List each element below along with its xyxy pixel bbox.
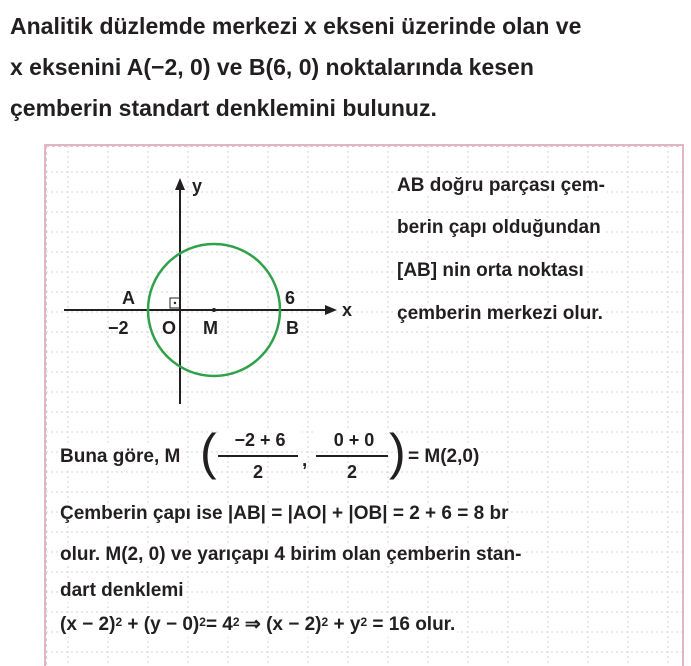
question-line: çemberin standart denklemini bulunuz.	[10, 95, 437, 121]
x-axis-label: x	[342, 300, 353, 320]
circle-equation	[58, 614, 457, 637]
midpoint-result: = M(2,0)	[408, 446, 480, 467]
exponent: 2	[199, 615, 206, 629]
eq-part: + (y − 0)	[127, 614, 200, 635]
question-line: Analitik düzlemde merkezi x ekseni üzerinde olan ve	[10, 13, 582, 39]
eq-part: (x − 2)	[266, 614, 322, 635]
implies-arrow: ⇒	[244, 614, 261, 635]
exponent: 2	[360, 615, 368, 629]
point-b-label: B	[286, 318, 299, 338]
fraction-2-numerator: 0 + 0	[316, 430, 392, 451]
x-axis-arrow	[325, 305, 337, 315]
eq-part: + y	[333, 614, 361, 635]
fraction-1-numerator: −2 + 6	[218, 430, 302, 451]
comma: ,	[302, 450, 308, 471]
explanation-line: berin çapı olduğundan	[397, 217, 601, 238]
y-axis-arrow	[175, 178, 185, 190]
origin-label: O	[162, 318, 177, 338]
close-paren: )	[389, 424, 406, 480]
exponent: 2	[115, 615, 123, 629]
fraction-2-denominator: 2	[346, 462, 357, 482]
midpoint-prefix: Buna göre, M	[60, 446, 181, 467]
center-m-label: M	[203, 318, 218, 338]
exponent: 2	[321, 615, 329, 629]
fraction-2-bar	[316, 455, 388, 457]
eq-part: = 4	[205, 614, 233, 635]
open-paren: (	[200, 424, 217, 480]
y-axis-label: y	[192, 176, 203, 196]
exponent: 2	[232, 615, 240, 629]
tick-6-label: 6	[285, 288, 296, 308]
fraction-1-denominator: 2	[252, 462, 263, 482]
solution-line: olur. M(2, 0) ve yarıçapı 4 birim olan çemberin stan-	[60, 544, 522, 565]
solution-box	[44, 144, 684, 666]
eq-part: (x − 2)	[60, 614, 116, 635]
explanation-line: AB doğru parçası çem-	[397, 175, 605, 196]
question-line: x eksenini A(−2, 0) ve B(6, 0) noktalarında kesen	[10, 54, 534, 80]
center-point	[212, 308, 216, 312]
fraction-1-bar	[218, 455, 298, 457]
point-a-label: A	[122, 288, 135, 308]
tick-neg2-label: −2	[108, 318, 129, 338]
right-angle-dot	[174, 302, 176, 304]
eq-part: = 16 olur.	[372, 614, 456, 635]
explanation-line: çemberin merkezi olur.	[397, 303, 603, 324]
solution-line: Çemberin çapı ise |AB| = |AO| + |OB| = 2 + 6 = 8 br	[60, 503, 509, 524]
solution-line: dart denklemi	[60, 580, 184, 601]
question-text	[10, 6, 685, 129]
coordinate-figure	[46, 146, 406, 416]
explanation-line: [AB] nin orta noktası	[397, 260, 584, 281]
